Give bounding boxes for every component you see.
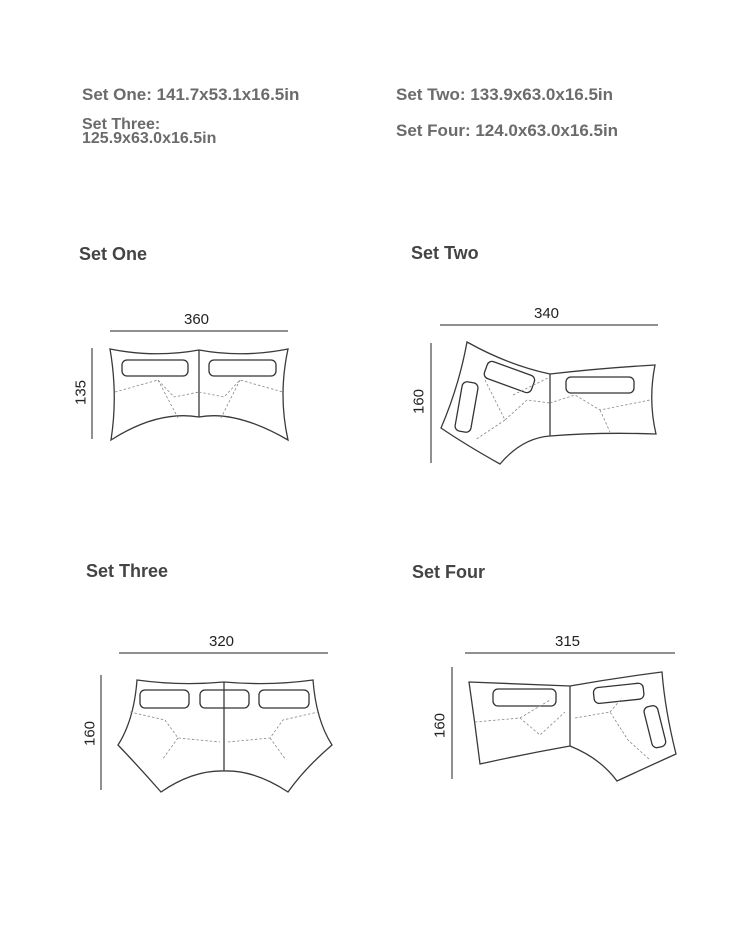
- set-two-cushion-side: [454, 381, 478, 433]
- dim-depth-set-two: 160: [410, 388, 428, 415]
- title-set-three: Set Three: [86, 561, 169, 581]
- set-four-cushion-left: [493, 689, 556, 706]
- dim-width-set-three: 320: [209, 633, 235, 650]
- dim-depth-set-four: 160: [431, 712, 449, 739]
- dim-width-set-one: 360: [184, 311, 210, 328]
- set-three-outline: [118, 680, 332, 792]
- set-one-drawing: [92, 331, 288, 440]
- title-set-one: Set One: [79, 244, 148, 264]
- spec-set-three-label: Set Three:: [82, 116, 161, 133]
- dim-depth-set-one: 135: [72, 379, 90, 406]
- set-two-cushion-corner: [483, 360, 536, 394]
- spec-set-one: Set One: 141.7x53.1x16.5in: [82, 85, 300, 104]
- set-three-cushion-right: [259, 690, 309, 708]
- set-three-cushion-left: [140, 690, 189, 708]
- dim-width-set-two: 340: [534, 305, 560, 322]
- set-four-cushion-middle: [593, 683, 644, 704]
- set-one-cushion-right: [209, 360, 276, 376]
- dim-width-set-four: 315: [555, 633, 581, 650]
- set-one-cushion-left: [122, 360, 188, 376]
- spec-set-two: Set Two: 133.9x63.0x16.5in: [396, 85, 614, 104]
- set-four-cushion-side: [643, 705, 667, 749]
- set-four-drawing: [452, 653, 676, 781]
- spec-set-three-value: 125.9x63.0x16.5in: [82, 130, 217, 147]
- dim-depth-set-three: 160: [81, 720, 99, 747]
- set-three-drawing: [101, 653, 332, 792]
- set-two-cushion-right: [566, 377, 634, 393]
- title-set-two: Set Two: [411, 243, 479, 263]
- spec-set-four: Set Four: 124.0x63.0x16.5in: [396, 121, 619, 140]
- set-two-drawing: [431, 325, 658, 464]
- title-set-four: Set Four: [412, 562, 486, 582]
